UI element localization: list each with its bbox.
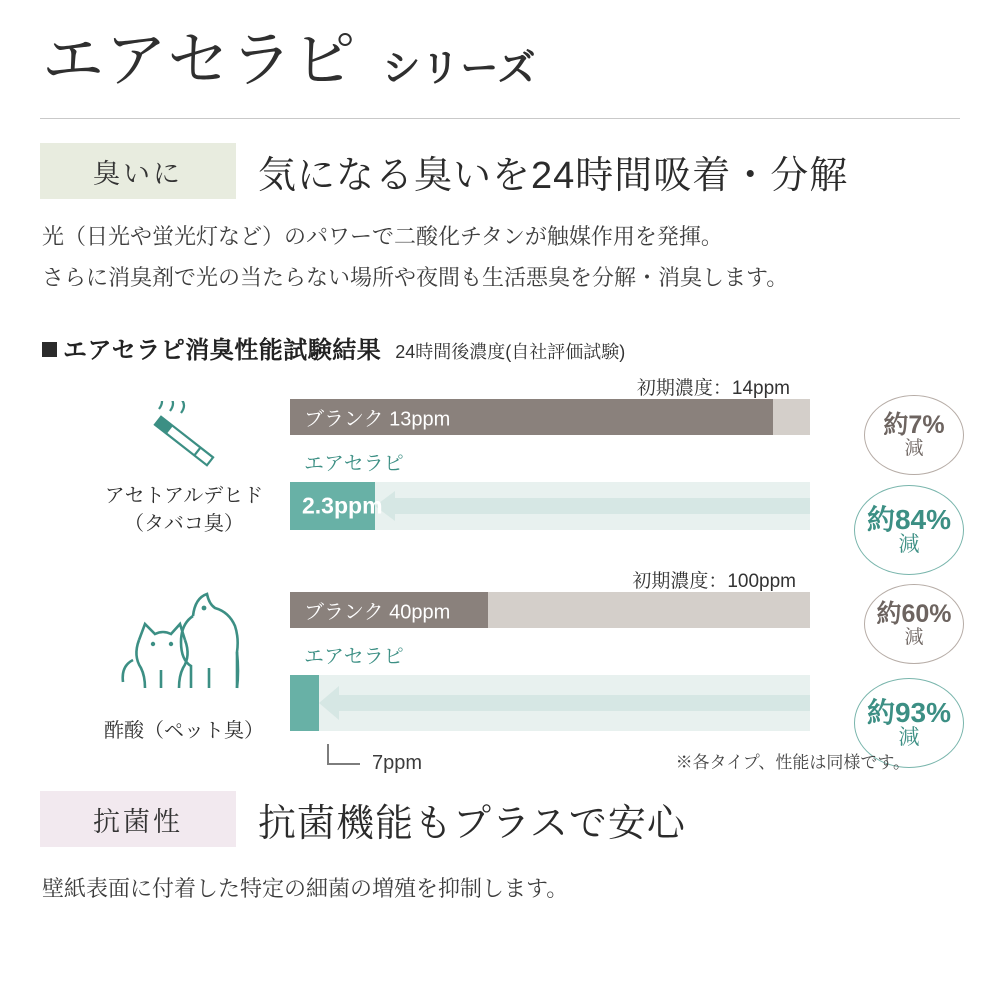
badge-product-percent: 約93%: [866, 696, 952, 728]
odor-section-heading: [0, 143, 1000, 199]
chart-footnote: ※各タイプ、性能は同様です。: [675, 753, 910, 773]
badge-blank-suffix: 減: [904, 626, 924, 648]
row-label-line2: （タバコ臭）: [124, 513, 244, 536]
chart-row-acetic-acid: [42, 566, 1000, 781]
antibacterial-tag: 抗菌性: [40, 791, 236, 847]
results-note: 24時間後濃度(自社評価試験): [395, 342, 626, 363]
chart-row-acetaldehyde: [42, 373, 1000, 557]
odor-body-line2: さらに消臭剤で光の当たらない場所や夜間も生活悪臭を分解・消臭します。: [42, 264, 789, 290]
product-bar-caption-acetaldehyde: エアセラピ: [304, 453, 404, 476]
odor-body-line1: 光（日光や蛍光灯など）のパワーで二酸化チタンが触媒作用を発揮。: [42, 224, 723, 249]
page-title: エアセラピ: [42, 26, 357, 95]
row-label-line1: アセトアルデヒド: [104, 485, 264, 508]
page-subtitle: シリーズ: [382, 48, 537, 90]
reduction-arrow-icon: [375, 491, 810, 521]
product-bar-acetic-acid: [290, 675, 810, 731]
blank-bar-label: ブランク 40ppm: [304, 601, 451, 624]
badge-product-suffix: 減: [898, 726, 920, 750]
badge-product-suffix: 減: [898, 533, 920, 557]
antibacterial-body: [0, 869, 1000, 910]
performance-chart: [0, 373, 1000, 781]
results-title: エアセラピ消臭性能試験結果: [63, 337, 382, 365]
header-divider: [40, 118, 960, 119]
page-header: [0, 0, 1000, 95]
antibacterial-title: 抗菌機能もプラスで安心: [258, 802, 686, 845]
product-value-acetic-acid: 7ppm: [372, 752, 423, 775]
row-label-line1: 酢酸（ペット臭）: [104, 720, 264, 743]
badge-blank-acetic-acid: [864, 584, 964, 664]
dog-cat-icon: [109, 586, 259, 706]
initial-concentration-acetic-acid: 初期濃度：100ppm: [632, 571, 796, 593]
blank-bar-label: ブランク 13ppm: [304, 408, 451, 431]
badge-blank-percent: 約7%: [883, 411, 945, 440]
cigarette-icon: [139, 401, 229, 471]
antibacterial-body-line1: 壁紙表面に付着した特定の細菌の増殖を抑制します。: [42, 876, 569, 902]
blank-bar-acetic-acid: [290, 592, 810, 628]
badge-blank-acetaldehyde: [864, 395, 964, 475]
antibacterial-section-heading: [0, 791, 1000, 847]
odor-title: 気になる臭いを24時間吸着・分解: [258, 154, 849, 197]
badge-product-percent: 約84%: [866, 503, 952, 535]
row-label-acetaldehyde: [84, 401, 284, 538]
product-bar-acetaldehyde: [290, 482, 810, 530]
results-heading: [0, 330, 1000, 365]
odor-tag: 臭いに: [40, 143, 236, 199]
blank-bar-acetaldehyde: [290, 399, 810, 435]
product-value-acetaldehyde: 2.3ppm: [302, 492, 383, 519]
row-label-acetic-acid: [84, 586, 284, 745]
badge-blank-suffix: 減: [904, 437, 924, 459]
reduction-arrow-icon: [319, 686, 810, 720]
badge-blank-percent: 約60%: [876, 600, 952, 629]
badge-product-acetaldehyde: [854, 485, 964, 575]
initial-concentration-acetaldehyde: 初期濃度：14ppm: [636, 378, 790, 400]
product-bar-caption-acetic-acid: エアセラピ: [304, 646, 404, 669]
odor-body: [0, 217, 1000, 298]
bullet-square-icon: [42, 342, 57, 357]
